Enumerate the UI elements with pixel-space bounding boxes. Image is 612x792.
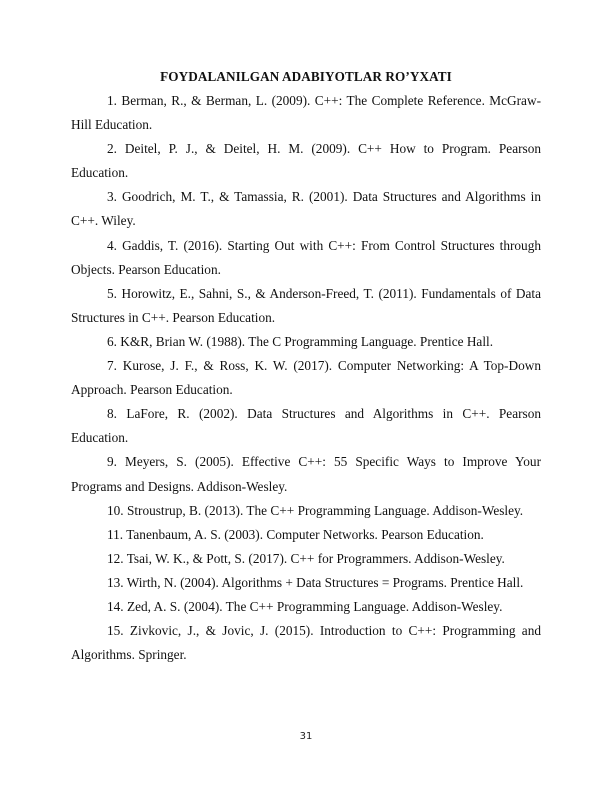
reference-item: 14. Zed, A. S. (2004). The C++ Programming Language. Addison-Wesley.: [107, 598, 503, 614]
reference-item: 5. Horowitz, E., Sahni, S., & Anderson-Freed, T. (2011). Fundamentals of Data Structures in C++. Pearson Education.: [71, 285, 541, 325]
reference-item: 13. Wirth, N. (2004). Algorithms + Data Structures = Programs. Prentice Hall.: [107, 574, 524, 590]
reference-item: 4. Gaddis, T. (2016). Starting Out with C++: From Control Structures through Objects. Pearson Education.: [71, 237, 541, 277]
reference-item: 12. Tsai, W. K., & Pott, S. (2017). C++ for Programmers. Addison-Wesley.: [107, 550, 505, 566]
reference-item: 6. K&R, Brian W. (1988). The C Programming Language. Prentice Hall.: [107, 333, 494, 349]
reference-item: 7. Kurose, J. F., & Ross, K. W. (2017). Computer Networking: A Top-Down Approach. Pearson Education.: [71, 358, 541, 398]
reference-item: 8. LaFore, R. (2002). Data Structures and Algorithms in C++. Pearson Education.: [71, 406, 541, 446]
reference-list: [71, 89, 541, 667]
page-title: FOYDALANILGAN ADABIYOTLAR RO’YXATI: [160, 69, 452, 84]
reference-item: 10. Stroustrup, B. (2013). The C++ Programming Language. Addison-Wesley.: [107, 502, 524, 518]
reference-item: 9. Meyers, S. (2005). Effective C++: 55 Specific Ways to Improve Your Programs and Designs. Addison-Wesley.: [71, 454, 541, 494]
page-number: 31: [299, 731, 313, 742]
reference-item: 1. Berman, R., & Berman, L. (2009). C++: The Complete Reference. McGraw-Hill Education.: [71, 93, 541, 133]
reference-item: 3. Goodrich, M. T., & Tamassia, R. (2001). Data Structures and Algorithms in C++. Wiley.: [71, 189, 541, 229]
reference-item: 2. Deitel, P. J., & Deitel, H. M. (2009). C++ How to Program. Pearson Education.: [71, 141, 541, 181]
reference-item: 15. Zivkovic, J., & Jovic, J. (2015). Introduction to C++: Programming and Algorithms. Springer.: [71, 623, 541, 663]
reference-item: 11. Tanenbaum, A. S. (2003). Computer Networks. Pearson Education.: [107, 526, 484, 542]
